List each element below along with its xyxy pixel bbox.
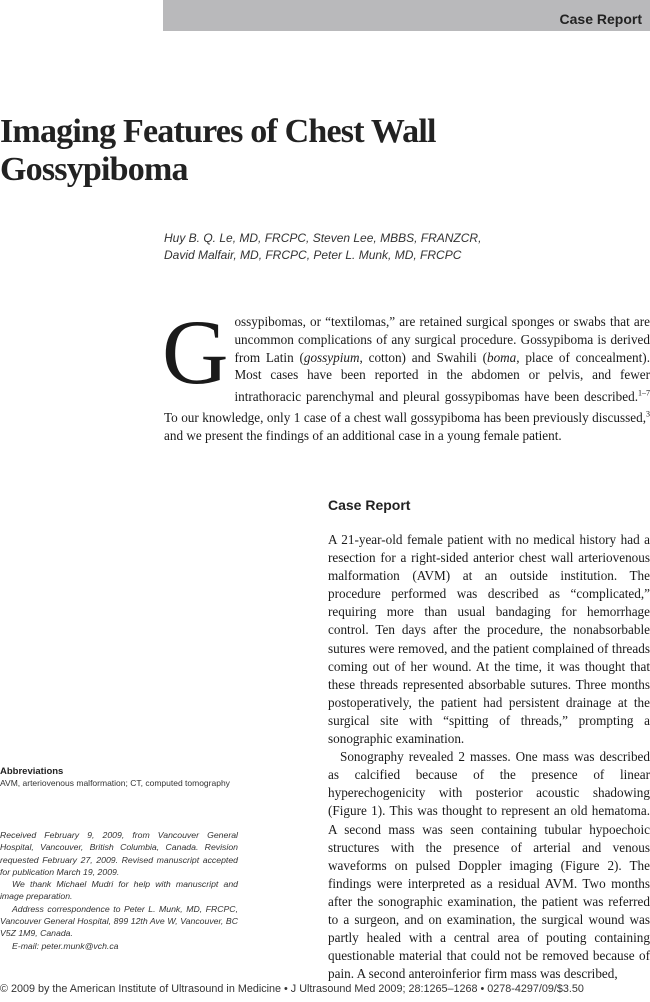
- author-list: [164, 230, 624, 264]
- title-line-1: Imaging Features of Chest Wall: [0, 113, 436, 150]
- citation-ref: 1–7: [638, 388, 650, 398]
- case-report-body: [328, 531, 650, 983]
- abbreviations-box: [0, 766, 240, 789]
- abbreviations-title: Abbreviations: [0, 766, 64, 777]
- page-footer: © 2009 by the American Institute of Ultrasound in Medicine • J Ultrasound Med 2009; 28:1265–1268 • 0278-4297/09/$3.50: [0, 983, 584, 995]
- case-report-heading: Case Report: [328, 497, 411, 513]
- abbreviations-text: AVM, arteriovenous malformation; CT, computed tomography: [0, 777, 230, 788]
- drop-cap: G: [162, 301, 229, 403]
- body-paragraph-2: Sonography revealed 2 masses. One mass was described as calcified because of the presence of linear hyperechogenicity with posterior acoustic shadowing (Figure 1). This was thought to represent an old hematoma. A second mass was seen containing tubular hypoechoic structures with the presence of arterial and venous waveforms on pulsed Doppler imaging (Figure 2). The findings were interpreted as a residual AVM. Two months after the sonographic examination, the patient was referred to a surgeon, and on examination, the surgical wound was partly healed with a central area of pouting containing questionable material that could not be removed because of pain. A second anteroinferior firm mass was described,: [328, 749, 650, 982]
- received-dates: Received February 9, 2009, from Vancouver General Hospital, Vancouver, British Columbia, Canada. Revision requested February 27, 2009. Revised manuscript accepted for publication March 19, 2009.: [0, 830, 238, 877]
- correspondence-address: Address correspondence to Peter L. Munk, MD, FRCPC, Vancouver General Hospital, 899 12th Ave W, Vancouver, BC V5Z 1M9, Canada.: [0, 903, 238, 939]
- intro-text: ossypibomas, or “textilomas,” are retained surgical sponges or swabs that are uncommon complications of any surgical procedure. Gossypiboma is derived from Latin (gossypium, cotton) and Swahili (boma, place of concealment). Most cases have been reported in the abdomen or pelvis, and fewer intrathoracic parenchymal and pleural gossypibomas have been described.$^{1-7}$ To our knowledge, only 1 case of a chest wall gossypiboma has been previously discussed,$^3$ and we present the findings of an additional case in a young female patient.: [164, 314, 650, 443]
- header-bar: [163, 0, 650, 31]
- swahili-term: boma: [486, 349, 517, 365]
- section-label: Case Report: [559, 11, 642, 27]
- citation-ref: 3: [646, 409, 650, 419]
- acknowledgment: We thank Michael Mudri for help with manuscript and image preparation.: [0, 879, 238, 902]
- article-notes: [0, 829, 238, 952]
- correspondence-email: E-mail: peter.munk@vch.ca: [12, 940, 119, 951]
- article-title: [0, 113, 560, 189]
- authors-line-1: Huy B. Q. Le, MD, FRCPC, Steven Lee, MBBS, FRANZCR,: [164, 231, 482, 245]
- authors-line-2: David Malfair, MD, FRCPC, Peter L. Munk, MD, FRCPC: [164, 248, 462, 262]
- latin-term: gossypium: [303, 349, 360, 365]
- intro-paragraph: [162, 301, 650, 444]
- body-paragraph-1: A 21-year-old female patient with no medical history had a resection for a right-sided anterior chest wall arteriovenous malformation (AVM) at an outside institution. The procedure performed was described as “complicated,” requiring more than usual bandaging for hemorrhage control. Ten days after the procedure, the nonabsorbable sutures were removed, and the patient complained of threads coming out of her wound. At the time, it was thought that these threads represented absorbable sutures. Three months postoperatively, the patient had persistent drainage at the surgical site with “spitting of threads,” prompting a sonographic examination.: [328, 532, 650, 747]
- title-line-2: Gossypiboma: [0, 151, 188, 188]
